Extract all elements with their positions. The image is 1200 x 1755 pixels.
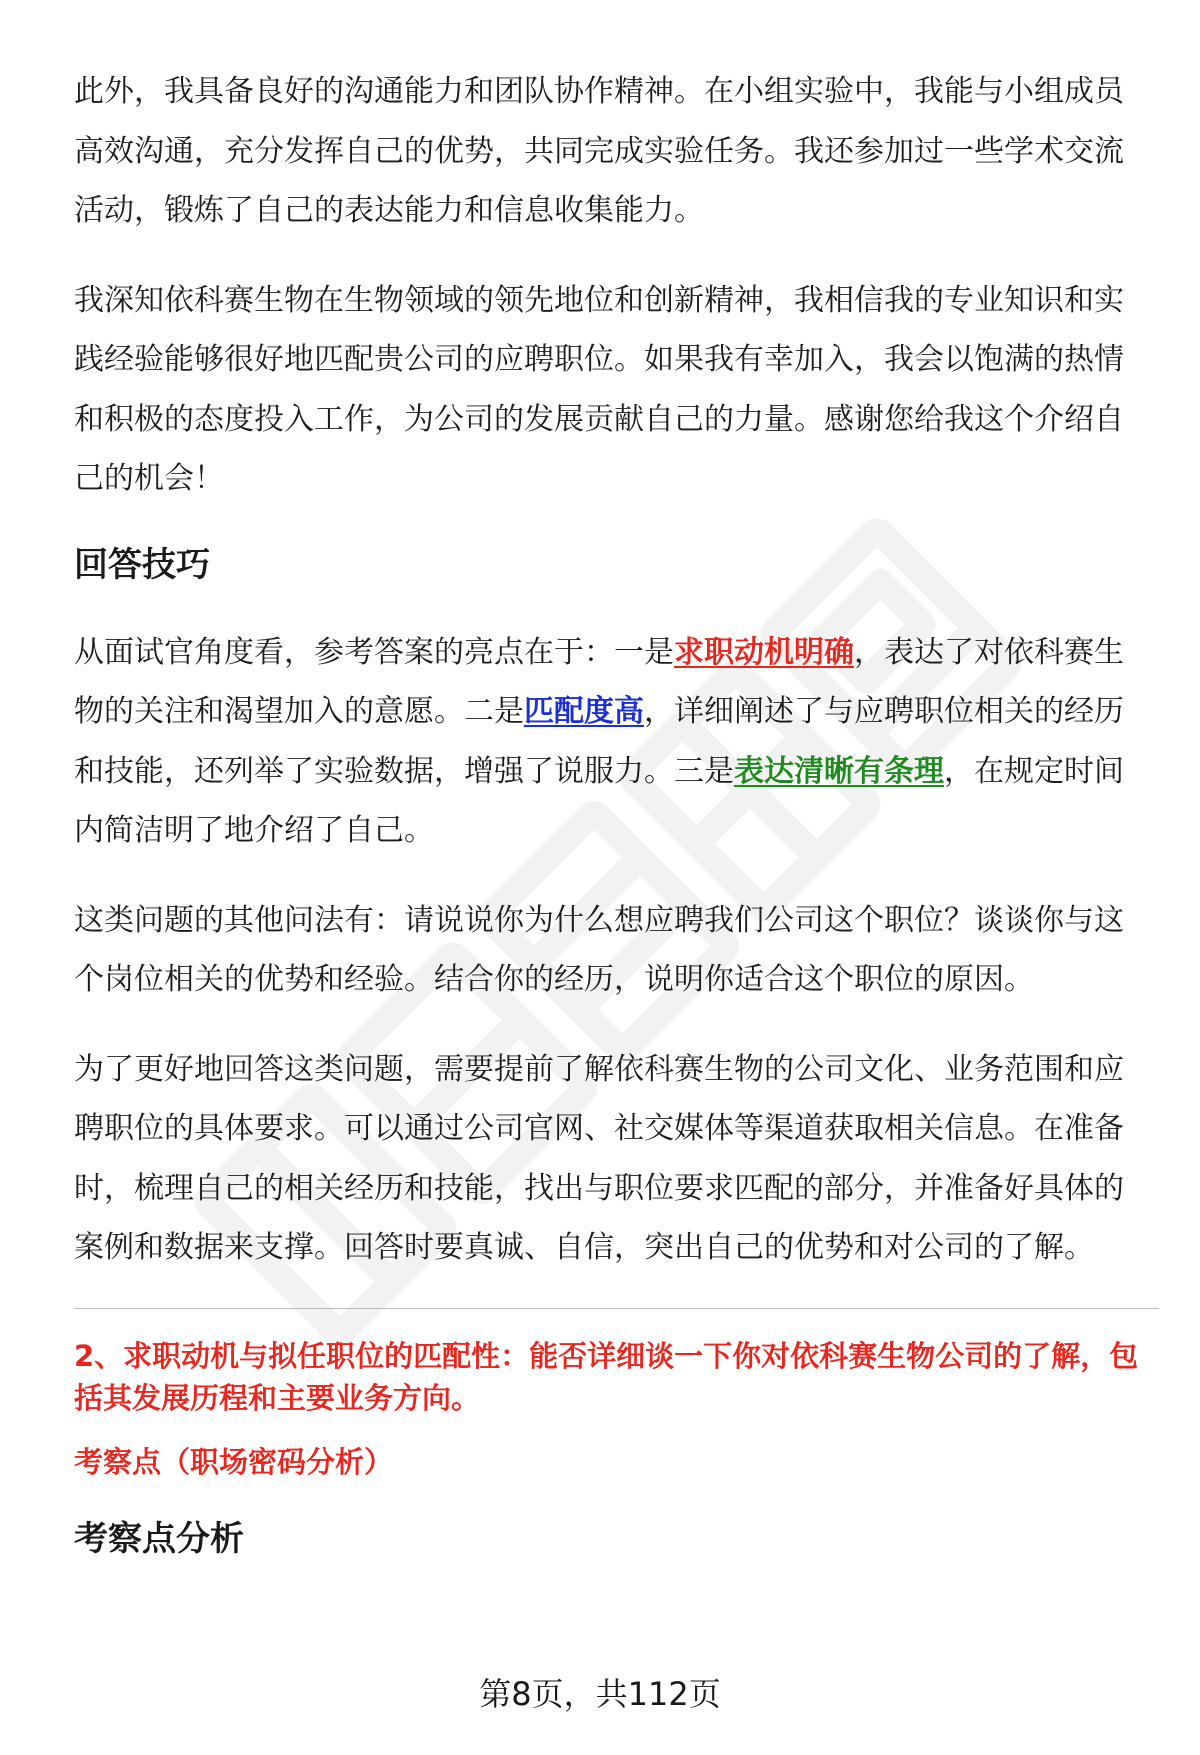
paragraph-closing: 我深知依科赛生物在生物领域的领先地位和创新精神，我相信我的专业知识和实践经验能够很好地匹配贵公司的应聘职位。如果我有幸加入，我会以饱满的热情和积极的态度投入工作，为公司的发展贡献自己的力量。感谢您给我这个介绍自己的机会！ <box>74 282 1124 496</box>
text-segment: ，在规定时间内简洁明了地介绍了自己。 <box>74 753 1124 848</box>
question-title: 2、求职动机与拟任职位的匹配性：能否详细谈一下你对依科赛生物公司的了解，包括其发展历程和主要业务方向。 <box>74 1338 1139 1415</box>
main-content <box>74 62 1149 1561</box>
paragraph-communication: 此外，我具备良好的沟通能力和团队协作精神。在小组实验中，我能与小组成员高效沟通，充分发挥自己的优势，共同完成实验任务。我还参加过一些学术交流活动，锻炼了自己的表达能力和信息收集能力。 <box>74 74 1124 228</box>
question-subtitle: 考察点（职场密码分析） <box>74 1444 394 1479</box>
section-heading-answer-tips: 回答技巧 <box>74 544 210 585</box>
section-heading-analysis: 考察点分析 <box>74 1518 244 1559</box>
text-segment: 从面试官角度看，参考答案的亮点在于：一是 <box>74 634 674 670</box>
paragraph-preparation: 为了更好地回答这类问题，需要提前了解依科赛生物的公司文化、业务范围和应聘职位的具体要求。可以通过公司官网、社交媒体等渠道获取相关信息。在准备时，梳理自己的相关经历和技能，找出与职位要求匹配的部分，并准备好具体的案例和数据来支撑。回答时要真诚、自信，突出自己的优势和对公司的了解。 <box>74 1051 1124 1265</box>
page-number-footer: 第8页，共112页 <box>479 1675 721 1713</box>
paragraph-highlights <box>74 623 1149 861</box>
highlight-match: 匹配度高 <box>524 694 644 729</box>
paragraph-other-phrasings: 这类问题的其他问法有：请说说你为什么想应聘我们公司这个职位？谈谈你与这个岗位相关的优势和经验。结合你的经历，说明你适合这个职位的原因。 <box>74 902 1124 997</box>
section-divider <box>74 1308 1159 1309</box>
text-segment: ，详细阐述了与应聘职位相关的经历和技能，还列举了实验数据，增强了说服力。三是 <box>74 694 1124 789</box>
text-segment: ，表达了对依科赛生物的关注和渴望加入的意愿。二是 <box>74 634 1124 729</box>
highlight-motivation: 求职动机明确 <box>674 634 854 670</box>
highlight-clarity: 表达清晰有条理 <box>734 753 944 789</box>
